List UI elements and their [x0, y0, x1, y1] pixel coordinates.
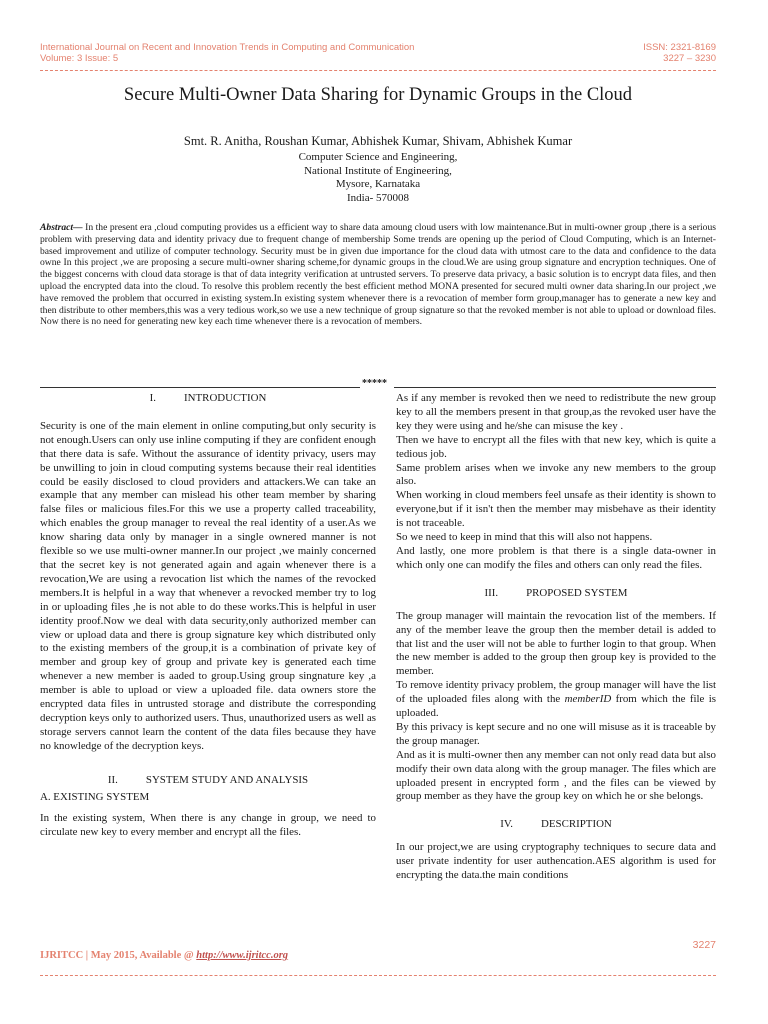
header-rule [40, 70, 716, 71]
section-heading-introduction: I. INTRODUCTION [149, 392, 267, 404]
subsection-existing-system: A. EXISTING SYSTEM [40, 790, 150, 803]
abstract [40, 222, 716, 328]
page-number: 3227 [692, 939, 716, 951]
footer [40, 950, 288, 961]
journal-name: International Journal on Recent and Innovation Trends in Computing and Communication [40, 42, 415, 53]
paragraph: To remove identity privacy problem, the group manager will have the list of the uploaded files along with the memberID from which the file is uploaded. [396, 679, 717, 720]
affiliation-city: Mysore, Karnataka [335, 178, 421, 190]
right-column [396, 392, 716, 883]
intro-paragraph: Security is one of the main element in online computing,but only security is not enough.Users can only use inline computing if they are confident enough that there data is safe. Without the assurance of identity privacy, users may be unwilling to join in cloud computing systems because their real identities could be easily disclosed to cloud providers and attackers.We can take an example that any member can mislead his other team member by sharing false files or malicious files.For this we use a property called traceability, which enables the group manager to reveal the real identity of a user.As we know sharing data only by manager in a single ownered manner is not flexible so we use multi-owner manner.In our project ,we mainly concerned that the secret key is not generated again and again whenever there is a revocation,We are using a revocation list which the names of the revocked members.It is helpful in a way that whenever a revocked member try to log in or uploading files ,he is not able to do these works.This is helpful in user identity proof.Now we deal with data security,only authorized member can view or upload data and there is group signature key which distributed only to the existing members of the group,it is a combination of private key of member and group key of group and private key is generated each time whenever a new member is aaded to group.Using group singnature key ,a member is able to upload or view a uploaded file. data owners store the encrypted data files in untrusted storage and distribute the corresponding decryption keys only to authorized users. Thus, unauthorized users as well as storage servers cannot learn the content of the data files because they have no knowledge of the decryption keys. [40, 419, 376, 752]
paragraph: By this privacy is kept secure and no one will misuse as it is traceable by the group manager. [396, 720, 716, 747]
left-column [40, 392, 376, 840]
separator-stars: ***** [362, 378, 387, 389]
footer-text: IJRITCC | May 2015, Available @ [40, 950, 197, 961]
paragraph: So we need to keep in mind that this will also not happens. [396, 531, 653, 544]
footer-link[interactable]: http://www.ijritcc.org [196, 950, 289, 961]
affiliation-country: India- 570008 [346, 191, 409, 204]
paragraph: As if any member is revoked then we need to redistribute the new group key to all the members present in that group,as the revoked user have the key they were using and he/she can misuse the key . [396, 392, 716, 432]
separator-line-left [40, 387, 360, 388]
paragraph: And as it is multi-owner then any member can not only read data but also modify their own data along with the group manager. The files which are uploaded present in encrypted form , and the files can be viewed by group member as they have the group key on which he or she belongs. [396, 748, 716, 803]
affiliation-institute: National Institute of Engineering, [304, 164, 452, 177]
existing-system-paragraph: In the existing system, When there is any change in group, we need to circulate new key to every member and encrypt all the files. [40, 812, 376, 839]
abstract-text: In the present era ,cloud computing provides us a efficient way to share data amoung cloud users with low maintenance.But in multi-owner group ,there is a serious problem with preserving data and identity privacy due to frequent change of membership Some trends are opening up the period of Cloud Computing, which is an Internet-based improvement and utilize of computer technology. Security must be in given due importance for the cloud data with utmost care to the data and confidence to the data owne In this project ,we are proposing a secure multi-owner sharing scheme,for dynamic groups in the cloud.We are using group signature and encryption techniques. One of the biggest concerns with cloud data storage is that of data integrity verification at untrusted servers. To preserve data privacy, a basic solution is to encrypt data files, and then upload the encrypted data into the cloud. To resolve this problem recently the best efficient method MONA presented for secured multi owner data sharing.In our project ,we have removed the problem that occurred in existing system.In existing system whenever there is a revocation of member form group,manager has to generate a new key and then distribute to other members,this was a very tedious work,so we use a new technique of group signature so that the revoked member is not able to upload or download files. Now there is no need for generating new key each time whenever there is a revocation of members. [40, 222, 716, 328]
affiliation-dept: Computer Science and Engineering, [298, 151, 458, 163]
paper-authors: Smt. R. Anitha, Roushan Kumar, Abhishek Kumar, Shivam, Abhishek Kumar [183, 134, 573, 148]
paper-title: Secure Multi-Owner Data Sharing for Dynamic Groups in the Cloud [123, 85, 633, 105]
footer-rule [40, 975, 716, 976]
section-heading-description: IV. DESCRIPTION [500, 818, 612, 831]
paragraph: Same problem arises when we invoke any new members to the group also. [396, 461, 716, 488]
paragraph: And lastly, one more problem is that there is a single data-owner in which only one can modify the files and others can only read the files. [396, 544, 716, 571]
journal-volume: Volume: 3 Issue: 5 [40, 53, 119, 64]
separator-line-right [394, 387, 716, 388]
paragraph: The group manager will maintain the revocation list of the members. If any of the member leave the group then the member detail is added to that list and the user will not be able to further login to that group. When the new member is added to the group then group key is provided to the member. [396, 609, 716, 678]
paragraph: Then we have to encrypt all the files with that new key, which is quite a tedious job. [396, 433, 716, 460]
journal-pages: 3227 – 3230 [663, 53, 716, 64]
paragraph: In our project,we are using cryptography techniques to secure data and user private indentity for user authencation.AES algorithm is used for encrypting the data.the main conditions [396, 841, 716, 882]
abstract-label: Abstract— [40, 222, 83, 233]
member-id-term: memberID [564, 693, 612, 706]
paragraph: When working in cloud members feel unsafe as their identity is shown to everyone,but if it isn't then the member may misbehave as their identity is not traceable. [396, 489, 716, 530]
affiliation [40, 151, 716, 205]
section-heading-proposed-system: III. PROPOSED SYSTEM [484, 586, 628, 599]
journal-issn: ISSN: 2321-8169 [643, 42, 716, 53]
section-heading-system-study: II. SYSTEM STUDY AND ANALYSIS [107, 773, 309, 786]
